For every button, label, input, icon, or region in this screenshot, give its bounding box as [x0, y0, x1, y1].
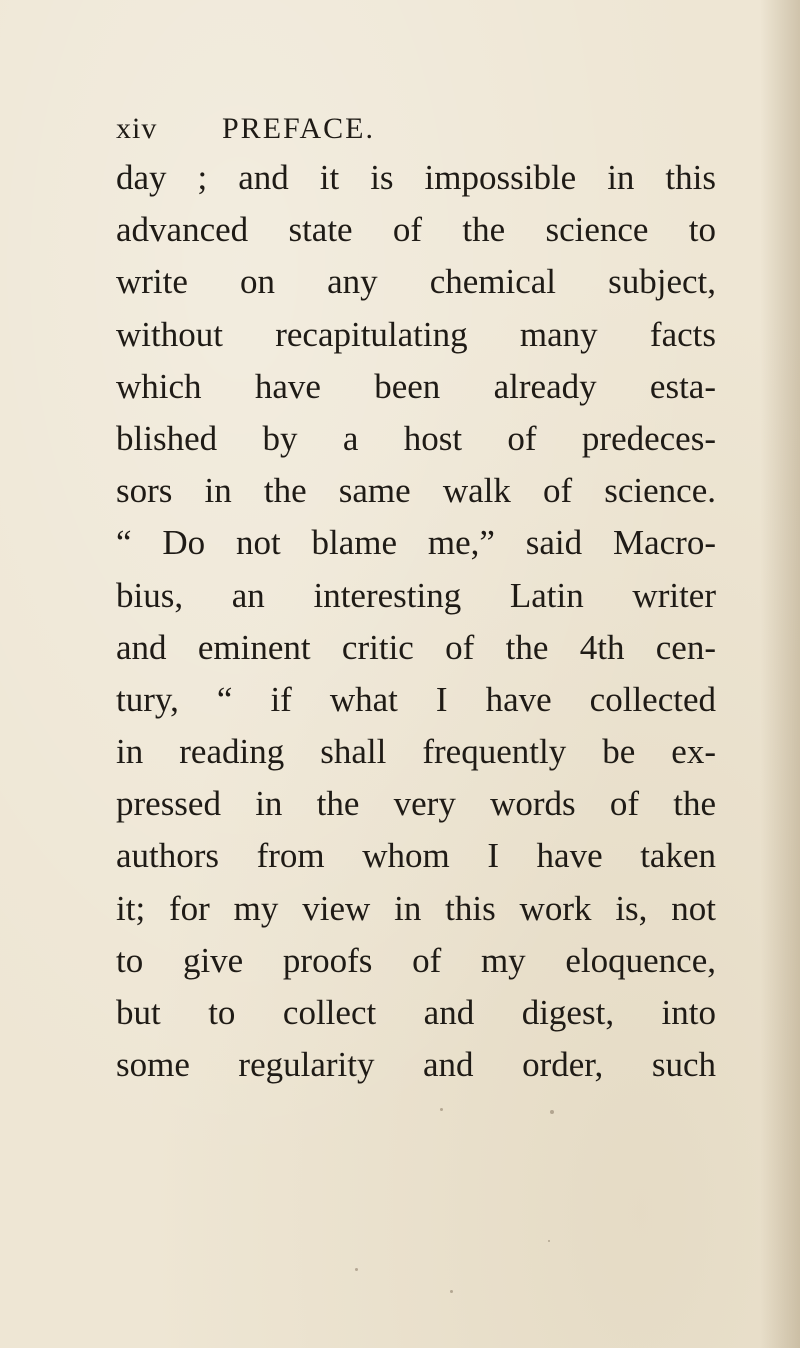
running-head: PREFACE.	[222, 112, 375, 145]
text-line: bius, an interesting Latin writer	[116, 575, 716, 615]
text-line: “ Do not blame me,” said Macro-	[116, 523, 716, 563]
text-line: day ; and it is impossible in this	[116, 158, 716, 197]
paper-speck	[450, 1290, 453, 1293]
page-header	[116, 112, 716, 152]
paper-speck	[355, 1268, 358, 1271]
body-text	[116, 152, 716, 1091]
text-line: but to collect and digest, into	[116, 993, 716, 1032]
text-line: pressed in the very words of the	[116, 784, 716, 824]
page-number: xiv	[116, 112, 158, 145]
text-line: tury, “ if what I have collected	[116, 679, 716, 719]
text-line: in reading shall frequently be ex-	[116, 732, 716, 772]
text-line: it; for my view in this work is, not	[116, 888, 716, 928]
text-line: advanced state of the science to	[116, 210, 716, 250]
text-line: sors in the same walk of science.	[116, 471, 716, 511]
text-line: which have been already esta-	[116, 366, 716, 406]
paper-speck	[550, 1110, 554, 1114]
text-line: to give proofs of my eloquence,	[116, 940, 716, 980]
text-line: without recapitulating many facts	[116, 314, 716, 354]
text-line: authors from whom I have taken	[116, 836, 716, 876]
paper-speck	[440, 440, 442, 442]
text-line: some regularity and order, such	[116, 1045, 716, 1085]
paper-speck	[440, 1108, 443, 1111]
text-line: and eminent critic of the 4th cen-	[116, 627, 716, 667]
paper-speck	[548, 1240, 550, 1242]
page-edge-shadow	[760, 0, 800, 1348]
text-line: blished by a host of predeces-	[116, 418, 716, 458]
text-line: write on any chemical subject,	[116, 262, 716, 302]
